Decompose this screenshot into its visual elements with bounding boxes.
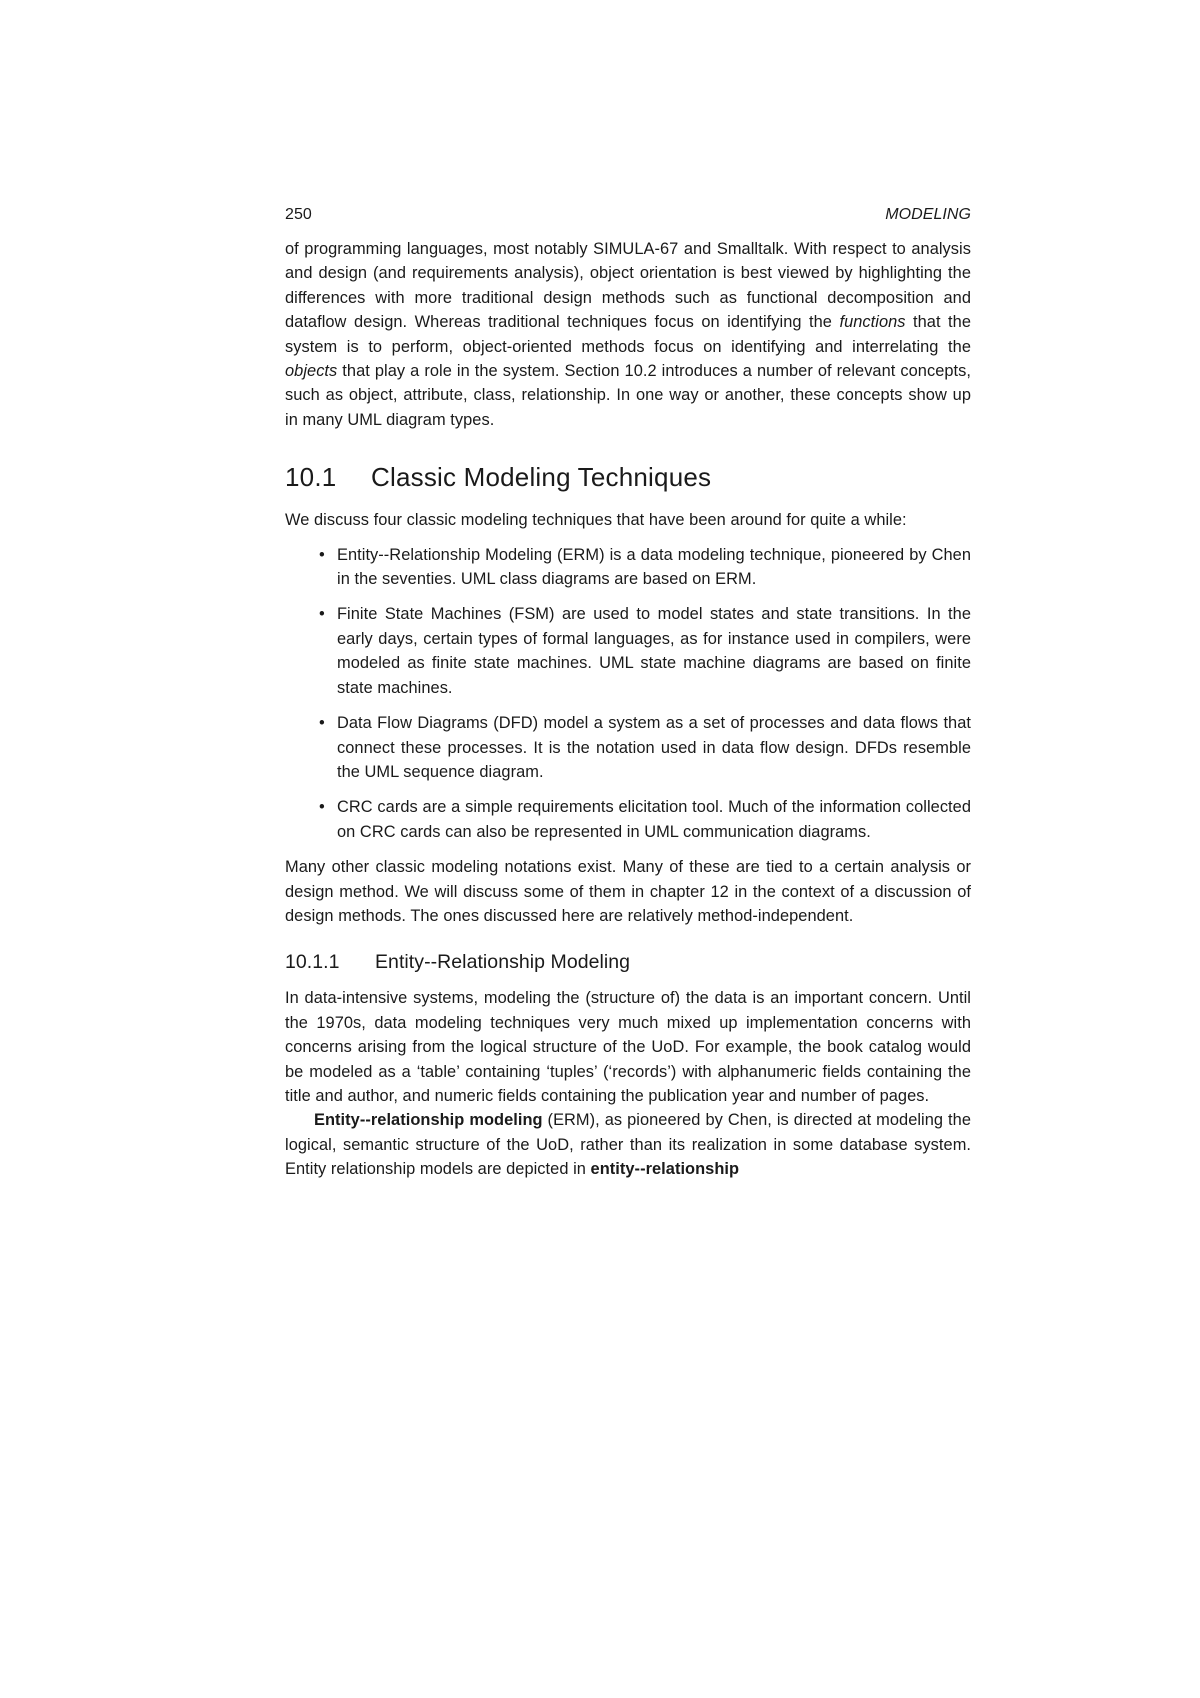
bullet-icon: • xyxy=(319,545,325,564)
subsection-heading xyxy=(285,948,971,976)
list-item-text: Finite State Machines (FSM) are used to model states and state transitions. In the early days, certain types of formal languages, as for instance used in compilers, were modeled as finite state machines. UML state machine diagrams are based on finite state machines. xyxy=(337,605,971,697)
section-closing-paragraph: Many other classic modeling notations exist. Many of these are tied to a certain analysis or design method. We will discuss some of them in chapter 12 in the context of a discussion of design methods. The ones discussed here are relatively method-independent. xyxy=(285,858,971,925)
list-item xyxy=(319,602,971,700)
intro-paragraph xyxy=(285,237,971,432)
subsection-paragraph-2 xyxy=(285,1108,971,1181)
term-entity-relationship-modeling: Entity--relationship modeling xyxy=(314,1111,543,1130)
list-item-text: CRC cards are a simple requirements elicitation tool. Much of the information collected on CRC cards can also be represented in UML communication diagrams. xyxy=(337,798,971,841)
technique-list xyxy=(285,543,971,844)
list-item-text: Data Flow Diagrams (DFD) model a system as a set of processes and data flows that connect these processes. It is the notation used in data flow design. DFDs resemble the UML sequence diagram. xyxy=(337,714,971,781)
running-head xyxy=(285,203,971,227)
section-number: 10.1 xyxy=(285,462,337,493)
list-item xyxy=(319,795,971,844)
bullet-icon: • xyxy=(319,605,325,624)
running-title: MODELING xyxy=(885,206,971,223)
page-number: 250 xyxy=(285,206,312,223)
bullet-icon: • xyxy=(319,714,325,733)
intro-emphasis-functions: functions xyxy=(839,313,906,332)
section-title: Classic Modeling Techniques xyxy=(371,462,712,493)
subsection-title: Entity--Relationship Modeling xyxy=(375,951,631,974)
page-body xyxy=(285,203,971,1182)
list-item xyxy=(319,711,971,784)
subsection-paragraph-2-text: (ERM), as pioneered by Chen, is directed at modeling the logical, semantic structure of the UoD, rather than its realization in some database system. Entity relationship models are depicted in xyxy=(285,1111,971,1179)
subsection-number: 10.1.1 xyxy=(285,951,340,974)
section-heading xyxy=(285,460,971,494)
list-item-text: Entity--Relationship Modeling (ERM) is a data modeling technique, pioneered by Chen in the seventies. UML class diagrams are based on ERM. xyxy=(337,545,971,589)
intro-text-a: of programming languages, most notably SIMULA-67 and Smalltalk. With respect to analysis and design (and requirements analysis), object orientation is best viewed by highlighting the differences with more traditional design methods such as functional decomposition and dataflow design. Whereas traditional techniques focus on identifying the xyxy=(285,240,971,332)
list-item xyxy=(319,543,971,592)
bullet-icon: • xyxy=(319,798,325,817)
section-lead: We discuss four classic modeling techniques that have been around for quite a while: xyxy=(285,511,907,530)
intro-emphasis-objects: objects xyxy=(285,362,338,381)
subsection-paragraph-1: In data-intensive systems, modeling the (structure of) the data is an important concern. Until the 1970s, data modeling techniques very much mixed up implementation concerns with concerns arising from the logical structure of the UoD. For example, the book catalog would be modeled as a ‘table’ containing ‘tuples’ (‘records’) with alphanumeric fields containing the title and author, and numeric fields containing the publication year and number of pages. xyxy=(285,989,971,1105)
term-entity-relationship: entity--relationship xyxy=(590,1160,740,1179)
intro-text-b: that the system is to perform, object-oriented methods focus on identifying and interrelating the xyxy=(285,313,971,356)
intro-text-c: that play a role in the system. Section 10.2 introduces a number of relevant concepts, such as object, attribute, class, relationship. In one way or another, these concepts show up in many UML diagram types. xyxy=(285,362,971,429)
